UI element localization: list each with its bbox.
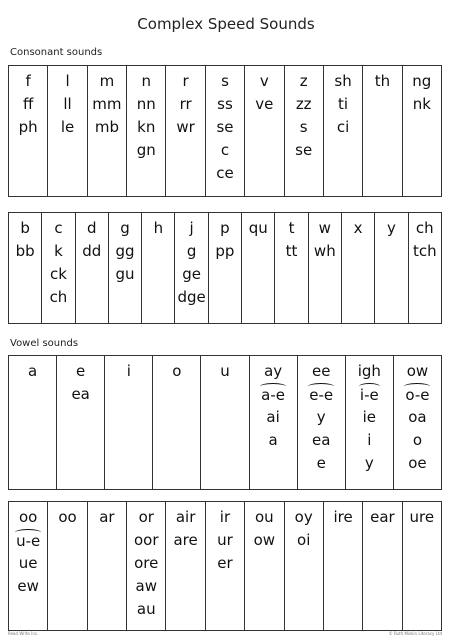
grapheme (166, 70, 204, 93)
grapheme-text: x (353, 219, 363, 237)
sound-cell (153, 356, 201, 490)
sound-row (9, 502, 442, 631)
grapheme-text: m (99, 72, 115, 90)
sound-cell (57, 356, 105, 490)
sound-cell (375, 213, 408, 324)
sound-cell (87, 66, 126, 197)
grapheme (394, 406, 441, 429)
grapheme-text: oa (408, 408, 427, 426)
grapheme-text: ce (216, 164, 234, 182)
grapheme (127, 139, 165, 162)
grapheme (285, 116, 323, 139)
grapheme (166, 93, 204, 116)
grapheme-text: ie (362, 408, 377, 426)
sound-cell (284, 502, 323, 631)
grapheme (76, 240, 108, 263)
grapheme (409, 240, 441, 263)
grapheme-text: s (299, 118, 308, 136)
grapheme (403, 70, 441, 93)
grapheme (109, 217, 141, 240)
grapheme-text: c (220, 141, 230, 159)
grapheme (298, 452, 345, 475)
sound-cell (323, 66, 362, 197)
sound-cell (142, 213, 175, 324)
grapheme (9, 93, 47, 116)
sound-cell (345, 356, 393, 490)
sound-cell (205, 502, 244, 631)
grapheme (363, 506, 401, 529)
grapheme (346, 452, 393, 475)
sound-cell (208, 213, 241, 324)
sound-cell (9, 356, 57, 490)
grapheme (285, 139, 323, 162)
grapheme-text: ve (255, 95, 274, 113)
grapheme-text: aw (135, 577, 157, 595)
sound-cell (205, 66, 244, 197)
grapheme-text: p (220, 219, 230, 237)
grapheme-text: mb (94, 118, 119, 136)
grapheme (275, 217, 307, 240)
grapheme (394, 360, 441, 383)
sound-cell (166, 502, 205, 631)
grapheme-text: ch (415, 219, 434, 237)
grapheme-text: tt (285, 242, 298, 260)
grapheme-text: se (216, 118, 234, 136)
grapheme (245, 70, 283, 93)
grapheme (48, 70, 86, 93)
grapheme (9, 506, 47, 529)
grapheme-text: ss (217, 95, 233, 113)
sound-cell (402, 502, 441, 631)
grapheme (127, 575, 165, 598)
grapheme-text: a (268, 431, 278, 449)
grapheme-text: ci (336, 118, 350, 136)
sound-cell (9, 213, 42, 324)
grapheme-text: ch (49, 288, 68, 306)
grapheme (9, 240, 41, 263)
grapheme (394, 429, 441, 452)
split-digraph: e-e (309, 383, 333, 404)
grapheme (342, 217, 374, 240)
grapheme-text: oi (297, 531, 311, 549)
grapheme-text: or (138, 508, 154, 526)
sound-cell (9, 66, 48, 197)
grapheme-text: n (141, 72, 152, 90)
sound-row (9, 356, 442, 490)
sound-cell (48, 66, 87, 197)
grapheme-text: mm (92, 95, 122, 113)
grapheme (175, 286, 207, 309)
grapheme-text: ng (412, 72, 432, 90)
split-digraph: i-e (360, 383, 379, 404)
sound-cell (75, 213, 108, 324)
grapheme-text: g (186, 242, 197, 260)
grapheme-text: a (27, 362, 38, 380)
grapheme-text: rr (179, 95, 192, 113)
grapheme (127, 506, 165, 529)
grapheme (309, 240, 341, 263)
grapheme (48, 506, 86, 529)
footer-right-text: © Ruth Miskin Literacy Ltd (388, 631, 442, 636)
grapheme-text: ire (333, 508, 353, 526)
grapheme (298, 429, 345, 452)
grapheme (127, 70, 165, 93)
grapheme (127, 93, 165, 116)
grapheme-text: ore (134, 554, 159, 572)
grapheme-text: nn (136, 95, 156, 113)
grapheme-text: tch (412, 242, 437, 260)
grapheme (375, 217, 407, 240)
grapheme-text: s (221, 72, 229, 90)
grapheme-text: d (86, 219, 97, 237)
grapheme (57, 383, 104, 406)
grapheme-text: au (136, 600, 156, 618)
sound-cell (127, 66, 166, 197)
grapheme (109, 240, 141, 263)
consonant-sounds-label: Consonant sounds (10, 47, 103, 58)
grapheme (57, 360, 104, 383)
grapheme-text: ur (217, 531, 233, 549)
sound-cell (363, 66, 402, 197)
grapheme-text: ou (254, 508, 274, 526)
grapheme-text: t (288, 219, 295, 237)
grapheme-text: dge (177, 288, 206, 306)
grapheme-text: ay (264, 362, 283, 380)
grapheme (403, 506, 441, 529)
grapheme-text: r (182, 72, 189, 90)
sound-cell (245, 502, 284, 631)
grapheme-text: o (412, 431, 423, 449)
grapheme (127, 598, 165, 621)
grapheme (76, 217, 108, 240)
grapheme (363, 70, 401, 93)
grapheme (285, 70, 323, 93)
sound-cell (108, 213, 141, 324)
grapheme-text: ti (338, 95, 349, 113)
grapheme (175, 263, 207, 286)
grapheme-text: er (217, 554, 233, 572)
grapheme-text: ai (266, 408, 280, 426)
grapheme-text: y (316, 408, 326, 426)
grapheme-text: l (65, 72, 70, 90)
grapheme-text: ue (18, 554, 38, 572)
sound-row (9, 66, 442, 197)
grapheme (206, 552, 244, 575)
grapheme (42, 286, 74, 309)
grapheme-text: f (25, 72, 31, 90)
sound-cell (363, 502, 402, 631)
grapheme (298, 360, 345, 383)
grapheme (346, 406, 393, 429)
grapheme (394, 452, 441, 475)
grapheme-text: h (153, 219, 164, 237)
grapheme-text: bb (15, 242, 35, 260)
grapheme-text: ir (219, 508, 231, 526)
grapheme (9, 360, 56, 383)
grapheme (127, 529, 165, 552)
grapheme (409, 217, 441, 240)
grapheme (346, 429, 393, 452)
grapheme-text: ck (49, 265, 67, 283)
grapheme (209, 217, 241, 240)
grapheme-text: e (316, 454, 326, 472)
grapheme-text: sh (334, 72, 352, 90)
vowel-sounds-label: Vowel sounds (10, 338, 79, 349)
grapheme (394, 383, 441, 406)
vowel-grid-1 (8, 355, 442, 490)
sound-cell (166, 66, 205, 197)
sound-cell (105, 356, 153, 490)
grapheme-text: v (259, 72, 269, 90)
grapheme-text: e (76, 362, 86, 380)
sound-cell (393, 356, 441, 490)
grapheme-text: ure (409, 508, 435, 526)
sound-cell (284, 66, 323, 197)
grapheme-text: c (54, 219, 63, 237)
consonant-grid-1 (8, 65, 442, 197)
grapheme-text: wr (176, 118, 195, 136)
page-title: Complex Speed Sounds (137, 15, 315, 33)
grapheme-text: y (364, 454, 374, 472)
grapheme-text: o (172, 362, 182, 380)
grapheme (275, 240, 307, 263)
grapheme-text: se (295, 141, 313, 159)
grapheme (48, 93, 86, 116)
grapheme-text: oo (58, 508, 77, 526)
grapheme-text: oe (408, 454, 427, 472)
grapheme-text: le (60, 118, 75, 136)
grapheme (42, 263, 74, 286)
grapheme-text: ff (23, 95, 34, 113)
grapheme (88, 506, 126, 529)
sound-cell (42, 213, 75, 324)
grapheme-text: ea (312, 431, 331, 449)
grapheme (250, 429, 297, 452)
grapheme (346, 383, 393, 406)
split-digraph: u-e (16, 529, 40, 550)
grapheme (324, 70, 362, 93)
sound-cell (201, 356, 249, 490)
grapheme-text: ear (370, 508, 395, 526)
sound-cell (48, 502, 87, 631)
grapheme-text: igh (357, 362, 381, 380)
grapheme-text: oor (133, 531, 159, 549)
grapheme-text: ow (253, 531, 276, 549)
grapheme (127, 116, 165, 139)
grapheme-text: oo (19, 508, 38, 526)
sound-cell (297, 356, 345, 490)
sound-cell (341, 213, 374, 324)
grapheme-text: nk (412, 95, 431, 113)
grapheme (403, 93, 441, 116)
grapheme (9, 70, 47, 93)
grapheme (153, 360, 200, 383)
sound-cell (249, 356, 297, 490)
footer-left-text: Read Write Inc. (8, 631, 39, 636)
grapheme-text: ew (17, 577, 39, 595)
grapheme-text: ll (63, 95, 72, 113)
grapheme (42, 240, 74, 263)
grapheme (285, 529, 323, 552)
grapheme (9, 116, 47, 139)
grapheme-text: i (126, 362, 131, 380)
grapheme (105, 360, 152, 383)
grapheme (206, 139, 244, 162)
grapheme-text: air (175, 508, 196, 526)
sound-cell (175, 213, 208, 324)
grapheme-text: qu (248, 219, 268, 237)
grapheme-text: dd (82, 242, 102, 260)
grapheme (142, 217, 174, 240)
grapheme-text: gn (136, 141, 156, 159)
grapheme (209, 240, 241, 263)
grapheme (9, 529, 47, 552)
grapheme-text: ge (182, 265, 201, 283)
grapheme-text: u (220, 362, 230, 380)
grapheme (324, 116, 362, 139)
grapheme (206, 93, 244, 116)
grapheme (206, 529, 244, 552)
grapheme-text: j (189, 219, 194, 237)
consonant-grid-2 (8, 212, 442, 324)
grapheme (48, 116, 86, 139)
grapheme (298, 383, 345, 406)
grapheme (242, 217, 274, 240)
grapheme-text: th (374, 72, 391, 90)
grapheme (250, 406, 297, 429)
grapheme-text: ar (99, 508, 115, 526)
grapheme (206, 162, 244, 185)
grapheme-text: w (318, 219, 331, 237)
grapheme (9, 552, 47, 575)
sound-cell (9, 502, 48, 631)
grapheme-text: z (299, 72, 308, 90)
grapheme-text: pp (215, 242, 235, 260)
vowel-grid-2 (8, 501, 442, 631)
grapheme (245, 529, 283, 552)
grapheme (245, 93, 283, 116)
sound-cell (408, 213, 441, 324)
grapheme (245, 506, 283, 529)
grapheme (9, 575, 47, 598)
grapheme (175, 240, 207, 263)
grapheme (285, 93, 323, 116)
grapheme-text: b (20, 219, 30, 237)
grapheme-text: wh (313, 242, 336, 260)
grapheme (88, 70, 126, 93)
grapheme (109, 263, 141, 286)
sound-cell (87, 502, 126, 631)
grapheme-text: ee (311, 362, 331, 380)
grapheme (175, 217, 207, 240)
grapheme-text: gg (115, 242, 135, 260)
grapheme-text: ow (406, 362, 429, 380)
grapheme (88, 93, 126, 116)
grapheme-text: ea (71, 385, 90, 403)
grapheme (166, 116, 204, 139)
grapheme (9, 217, 41, 240)
sound-cell (127, 502, 166, 631)
grapheme (324, 93, 362, 116)
grapheme-text: ph (18, 118, 38, 136)
grapheme (166, 529, 204, 552)
split-digraph: a-e (261, 383, 285, 404)
grapheme (127, 552, 165, 575)
grapheme (309, 217, 341, 240)
grapheme-text: are (173, 531, 198, 549)
grapheme-text: g (120, 219, 130, 237)
grapheme-text: zz (295, 95, 312, 113)
sound-row (9, 213, 442, 324)
grapheme (206, 70, 244, 93)
grapheme (250, 360, 297, 383)
sound-cell (402, 66, 441, 197)
grapheme (88, 116, 126, 139)
sound-cell (245, 66, 284, 197)
sound-cell (323, 502, 362, 631)
split-digraph: o-e (405, 383, 429, 404)
grapheme-text: y (386, 219, 396, 237)
grapheme (250, 383, 297, 406)
grapheme (201, 360, 248, 383)
grapheme (298, 406, 345, 429)
grapheme-text: k (54, 242, 63, 260)
grapheme (285, 506, 323, 529)
grapheme (166, 506, 204, 529)
grapheme-text: gu (115, 265, 135, 283)
grapheme (206, 506, 244, 529)
grapheme-text: i (367, 431, 372, 449)
grapheme-text: kn (137, 118, 156, 136)
grapheme (206, 116, 244, 139)
grapheme-text: oy (294, 508, 313, 526)
sound-cell (275, 213, 308, 324)
grapheme (324, 506, 362, 529)
grapheme (346, 360, 393, 383)
grapheme (42, 217, 74, 240)
sound-cell (242, 213, 275, 324)
sound-cell (308, 213, 341, 324)
